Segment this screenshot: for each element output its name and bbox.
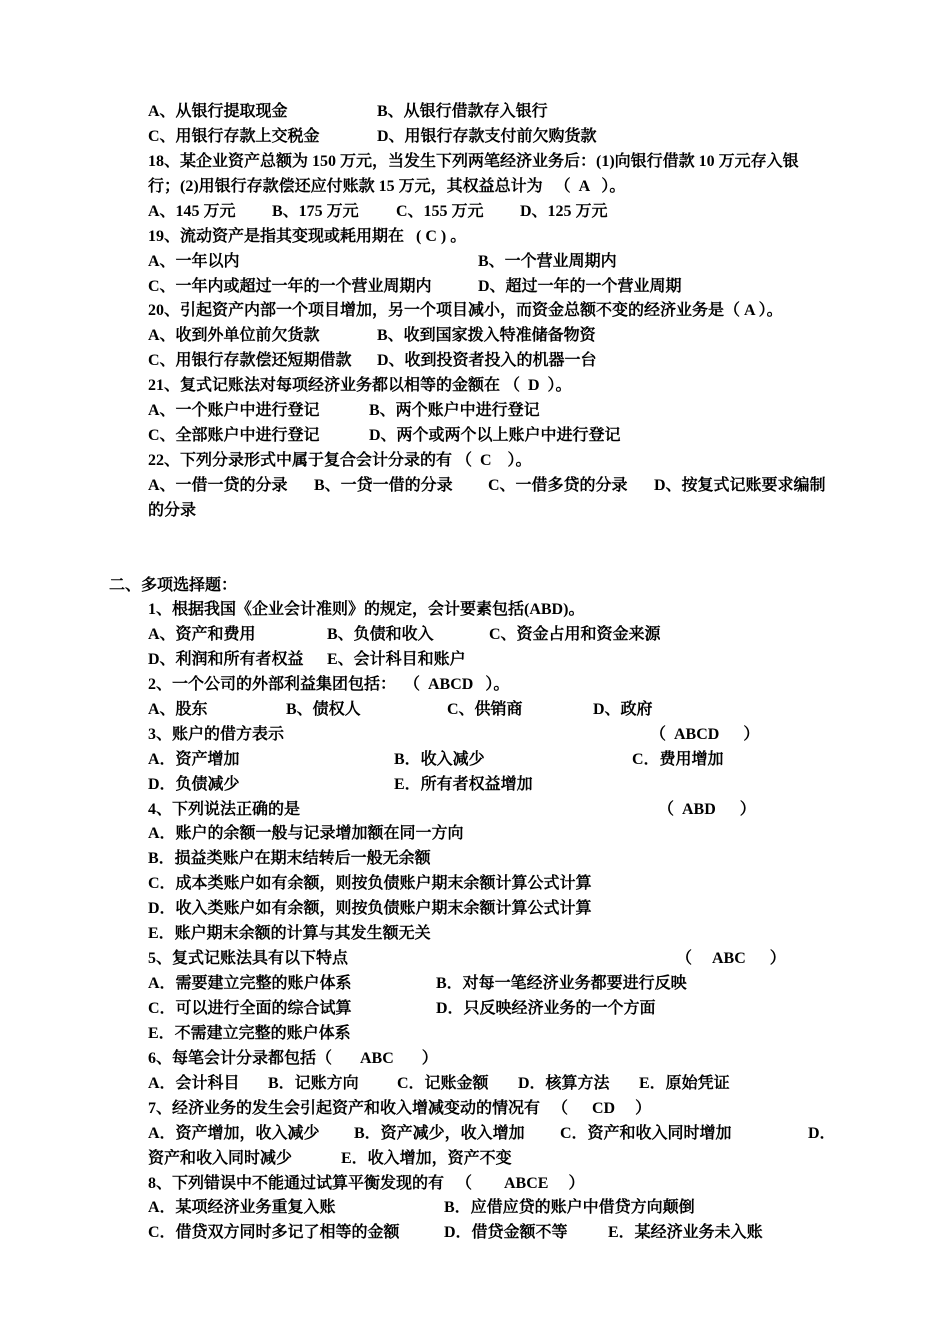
text-line-l38-seg2: B．记账方向 xyxy=(268,1075,359,1092)
text-line-l04-seg1: 行；(2)用银行存款偿还应付账款 15 万元，其权益总计为 （ A ）。 xyxy=(148,178,626,195)
text-line-l13-seg2: B、两个账户中进行登记 xyxy=(369,402,540,419)
text-line-l26-seg2: E．所有者权益增加 xyxy=(394,776,533,793)
text-line-l24-seg1: 3、账户的借方表示 xyxy=(148,726,285,743)
text-line-l34-seg2: B．对每一笔经济业务都要进行反映 xyxy=(436,975,687,992)
text-line-l14-seg2: D、两个或两个以上账户中进行登记 xyxy=(369,427,621,444)
text-line-l42-seg1: 8、下列错误中不能通过试算平衡发现的有 （ ABCE ） xyxy=(148,1175,585,1192)
text-line-l39-seg1: 7、经济业务的发生会引起资产和收入增减变动的情况有 （ CD ） xyxy=(148,1100,652,1117)
text-line-l40-seg3: C．资产和收入同时增加 xyxy=(560,1125,732,1142)
text-line-l35-seg2: D．只反映经济业务的一个方面 xyxy=(436,1000,656,1017)
text-line-l38-seg3: C．记账金额 xyxy=(397,1075,489,1092)
text-line-l16-seg4: D、按复式记账要求编制 xyxy=(654,477,826,494)
text-line-l18-seg1: 二、多项选择题： xyxy=(109,577,238,594)
text-line-l31-seg1: D．收入类账户如有余额，则按负债账户期末余额计算公式计算 xyxy=(148,900,592,917)
text-line-l36-seg1: E．不需建立完整的账户体系 xyxy=(148,1025,351,1042)
text-line-l25-seg3: C．费用增加 xyxy=(632,751,724,768)
text-line-l19-seg1: 1、根据我国《企业会计准则》的规定，会计要素包括(ABD)。 xyxy=(148,601,585,618)
text-line-l16-seg2: B、一贷一借的分录 xyxy=(314,477,453,494)
text-line-l33-seg1: 5、复式记账法具有以下特点 xyxy=(148,950,349,967)
text-line-l07-seg1: A、一年以内 xyxy=(148,253,240,270)
text-line-l37-seg1: 6、每笔会计分录都包括（ ABC ） xyxy=(148,1050,438,1067)
text-line-l30-seg1: C．成本类账户如有余额，则按负债账户期末余额计算公式计算 xyxy=(148,875,592,892)
text-line-l43-seg1: A．某项经济业务重复入账 xyxy=(148,1199,336,1216)
text-line-l17-seg1: 的分录 xyxy=(148,502,197,519)
text-line-l11-seg1: C、用银行存款偿还短期借款 xyxy=(148,352,352,369)
text-line-l05-seg4: D、125 万元 xyxy=(520,203,608,220)
text-line-l06-seg1: 19、流动资产是指其变现或耗用期在 ( C ) 。 xyxy=(148,228,467,245)
text-line-l16-seg3: C、一借多贷的分录 xyxy=(488,477,628,494)
text-line-l43-seg2: B．应借应贷的账户中借贷方向颠倒 xyxy=(444,1199,695,1216)
text-line-l33-seg2: （ ABC ） xyxy=(676,950,786,967)
text-line-l02-seg2: D、用银行存款支付前欠购货款 xyxy=(377,128,597,145)
text-line-l25-seg1: A．资产增加 xyxy=(148,751,240,768)
text-line-l29-seg1: B．损益类账户在期末结转后一般无余额 xyxy=(148,850,431,867)
text-line-l40-seg2: B．资产减少，收入增加 xyxy=(354,1125,525,1142)
text-line-l16-seg1: A、一借一贷的分录 xyxy=(148,477,288,494)
text-line-l25-seg2: B．收入减少 xyxy=(394,751,485,768)
text-line-l23-seg4: D、政府 xyxy=(593,701,653,718)
text-line-l20-seg3: C、资金占用和资金来源 xyxy=(489,626,661,643)
text-line-l24-seg2: （ ABCD ） xyxy=(650,726,760,743)
text-line-l41-seg1: 资产和收入同时减少 xyxy=(148,1150,293,1167)
text-line-l38-seg1: A．会计科目 xyxy=(148,1075,240,1092)
text-line-l09-seg1: 20、引起资产内部一个项目增加，另一个项目减小，而资金总额不变的经济业务是（ A ）。 xyxy=(148,302,783,319)
text-line-l03-seg1: 18、某企业资产总额为 150 万元，当发生下列两笔经济业务后：(1)向银行借款 10 万元存入银 xyxy=(148,153,799,170)
text-line-l23-seg1: A、股东 xyxy=(148,701,208,718)
text-line-l41-seg2: E．收入增加，资产不变 xyxy=(341,1150,512,1167)
text-line-l44-seg1: C．借贷双方同时多记了相等的金额 xyxy=(148,1224,400,1241)
text-line-l13-seg1: A、一个账户中进行登记 xyxy=(148,402,320,419)
text-line-l05-seg2: B、175 万元 xyxy=(272,203,359,220)
text-line-l07-seg2: B、一个营业周期内 xyxy=(478,253,617,270)
text-line-l27-seg2: （ ABD ） xyxy=(658,801,756,818)
text-line-l05-seg1: A、145 万元 xyxy=(148,203,236,220)
text-line-l32-seg1: E．账户期末余额的计算与其发生额无关 xyxy=(148,925,431,942)
text-line-l38-seg5: E．原始凭证 xyxy=(639,1075,730,1092)
text-line-l26-seg1: D．负债减少 xyxy=(148,776,240,793)
text-line-l01-seg1: A、从银行提取现金 xyxy=(148,103,288,120)
text-line-l34-seg1: A．需要建立完整的账户体系 xyxy=(148,975,352,992)
text-line-l21-seg1: D、利润和所有者权益 xyxy=(148,651,304,668)
text-line-l15-seg1: 22、下列分录形式中属于复合会计分录的有 （ C ）。 xyxy=(148,452,532,469)
text-line-l28-seg1: A．账户的余额一般与记录增加额在同一方向 xyxy=(148,825,464,842)
text-line-l44-seg2: D．借贷金额不等 xyxy=(444,1224,568,1241)
text-line-l08-seg1: C、一年内或超过一年的一个营业周期内 xyxy=(148,278,432,295)
text-line-l14-seg1: C、全部账户中进行登记 xyxy=(148,427,320,444)
text-line-l38-seg4: D．核算方法 xyxy=(518,1075,610,1092)
text-line-l05-seg3: C、155 万元 xyxy=(396,203,484,220)
text-line-l20-seg2: B、负债和收入 xyxy=(327,626,434,643)
text-line-l12-seg1: 21、复式记账法对每项经济业务都以相等的金额在 （ D ）。 xyxy=(148,377,572,394)
text-line-l23-seg2: B、债权人 xyxy=(286,701,361,718)
text-line-l22-seg1: 2、一个公司的外部利益集团包括： （ ABCD ）。 xyxy=(148,676,510,693)
text-line-l44-seg3: E．某经济业务未入账 xyxy=(608,1224,763,1241)
text-line-l27-seg1: 4、下列说法正确的是 xyxy=(148,801,301,818)
text-line-l40-seg4: D． xyxy=(808,1125,836,1142)
text-line-l10-seg1: A、收到外单位前欠货款 xyxy=(148,327,320,344)
text-line-l23-seg3: C、供销商 xyxy=(447,701,523,718)
text-line-l21-seg2: E、会计科目和账户 xyxy=(327,651,466,668)
text-line-l08-seg2: D、超过一年的一个营业周期 xyxy=(478,278,682,295)
text-line-l01-seg2: B、从银行借款存入银行 xyxy=(377,103,548,120)
text-line-l40-seg1: A．资产增加，收入减少 xyxy=(148,1125,320,1142)
text-line-l35-seg1: C．可以进行全面的综合试算 xyxy=(148,1000,352,1017)
text-line-l20-seg1: A、资产和费用 xyxy=(148,626,256,643)
text-line-l02-seg1: C、用银行存款上交税金 xyxy=(148,128,320,145)
text-line-l10-seg2: B、收到国家拨入特准储备物资 xyxy=(377,327,596,344)
text-line-l11-seg2: D、收到投资者投入的机器一台 xyxy=(377,352,597,369)
